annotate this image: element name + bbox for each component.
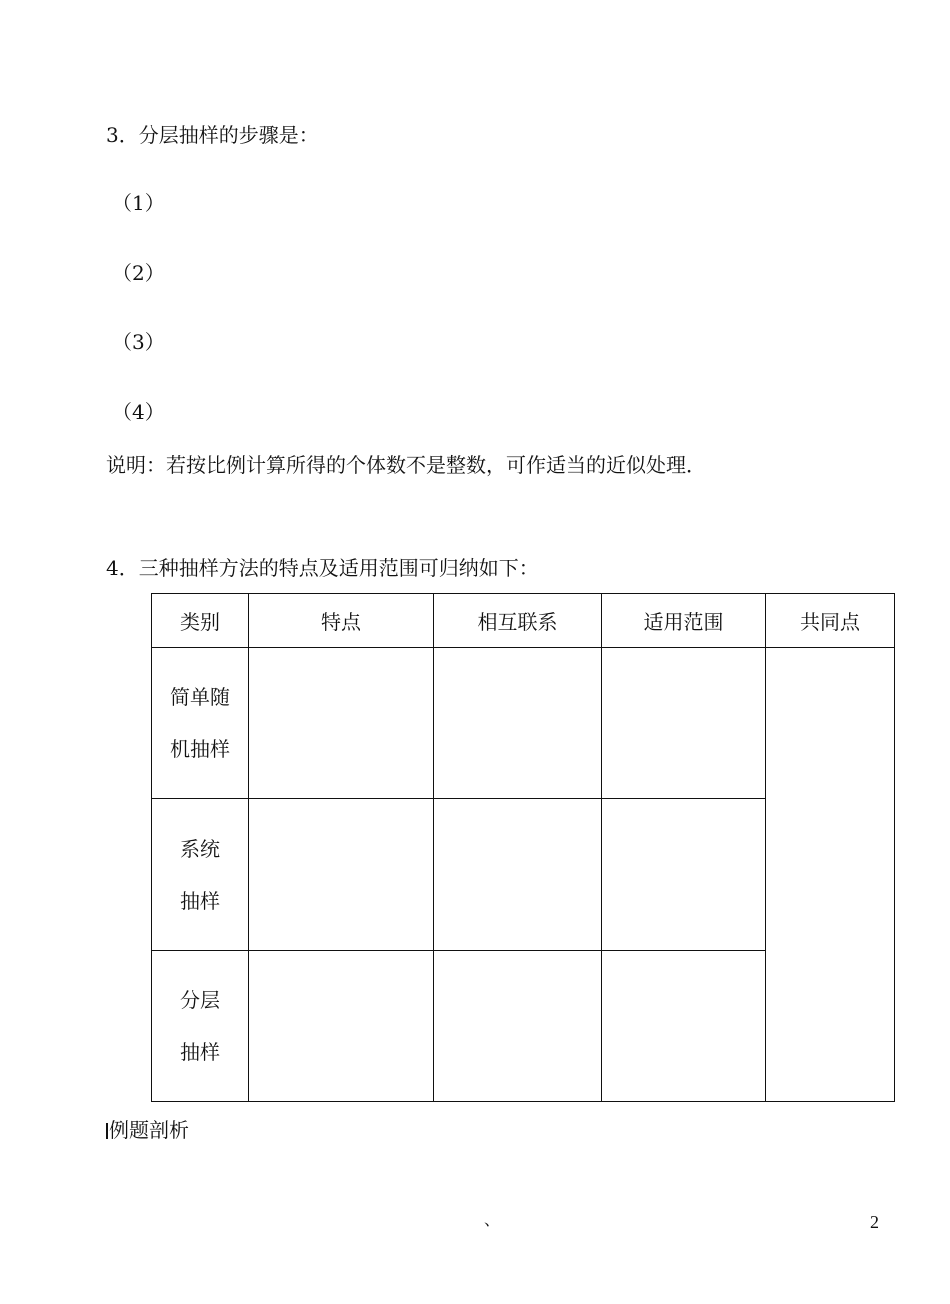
features-cell	[249, 799, 434, 950]
relations-cell	[434, 799, 602, 950]
step-4-label: （4）	[112, 400, 165, 424]
header-category: 类别	[152, 594, 249, 648]
explanation-note: 说明：若按比例计算所得的个体数不是整数，可作适当的近似处理．	[106, 453, 706, 477]
step-3-label: （3）	[112, 330, 165, 354]
common-points-cell	[766, 648, 895, 1102]
section-4-heading: 4．三种抽样方法的特点及适用范围可归纳如下：	[106, 556, 539, 580]
relations-cell	[434, 648, 602, 799]
heading-marker-icon	[106, 1123, 108, 1139]
category-simple-random: 简单随机抽样	[170, 685, 230, 762]
relations-cell	[434, 950, 602, 1101]
step-2-label: （2）	[112, 261, 165, 285]
scope-cell	[602, 950, 766, 1101]
example-analysis-label: 例题剖析	[109, 1118, 189, 1142]
table-row	[152, 648, 895, 799]
header-common: 共同点	[766, 594, 895, 648]
category-systematic: 系统抽样	[180, 836, 220, 913]
header-scope: 适用范围	[602, 594, 766, 648]
category-cell	[152, 950, 249, 1101]
features-cell	[249, 648, 434, 799]
section-3-heading: 3．分层抽样的步骤是：	[106, 123, 319, 147]
scope-cell	[602, 799, 766, 950]
features-cell	[249, 950, 434, 1101]
scope-cell	[602, 648, 766, 799]
table-header-row	[152, 594, 895, 648]
footer-mark: 、	[484, 1210, 501, 1229]
sampling-methods-table	[151, 593, 895, 1102]
header-features: 特点	[249, 594, 434, 648]
example-analysis-heading	[106, 1118, 189, 1142]
category-stratified: 分层抽样	[180, 987, 220, 1064]
header-relations: 相互联系	[434, 594, 602, 648]
category-cell	[152, 648, 249, 799]
page-number: 2	[870, 1212, 879, 1232]
step-1-label: （1）	[112, 191, 165, 215]
category-cell	[152, 799, 249, 950]
